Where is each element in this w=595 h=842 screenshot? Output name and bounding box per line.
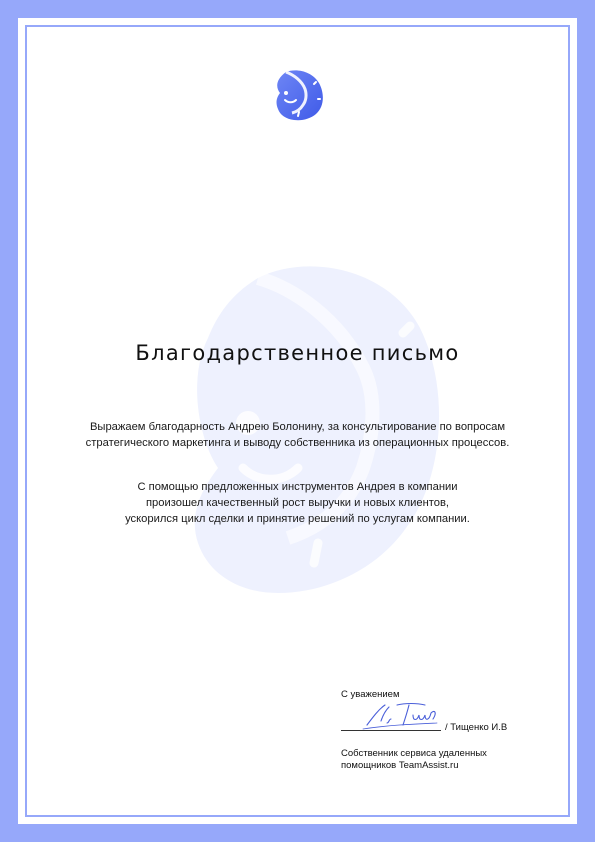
- letter-page: [18, 18, 577, 824]
- signer-title: [341, 748, 487, 771]
- paragraph-line: стратегического маркетинга и выводу собственника из операционных процессов.: [85, 437, 510, 449]
- results-paragraph: [18, 479, 577, 527]
- paragraph-line: ускорился цикл сделки и принятие решений по услугам компании.: [125, 513, 470, 525]
- signer-title-line: помощников TeamAssist.ru: [341, 759, 459, 771]
- signer-title-line: Собственник сервиса удаленных: [341, 748, 487, 759]
- assistant-face-logo-icon: [272, 69, 324, 121]
- paragraph-line: произошел качественный рост выручки и новых клиентов,: [145, 497, 450, 509]
- paragraph-line: Выражаем благодарность Андрею Болонину, за консультирование по вопросам: [89, 421, 506, 433]
- handwritten-signature: [359, 699, 439, 731]
- signer-name: / Тищенко И.В: [445, 722, 508, 733]
- letter-title: Благодарственное письмо: [135, 341, 460, 365]
- gratitude-paragraph: [18, 419, 577, 451]
- regards-label: С уважением: [341, 689, 400, 700]
- paragraph-line: С помощью предложенных инструментов Андрея в компании: [137, 481, 458, 493]
- signature-line: [341, 730, 441, 731]
